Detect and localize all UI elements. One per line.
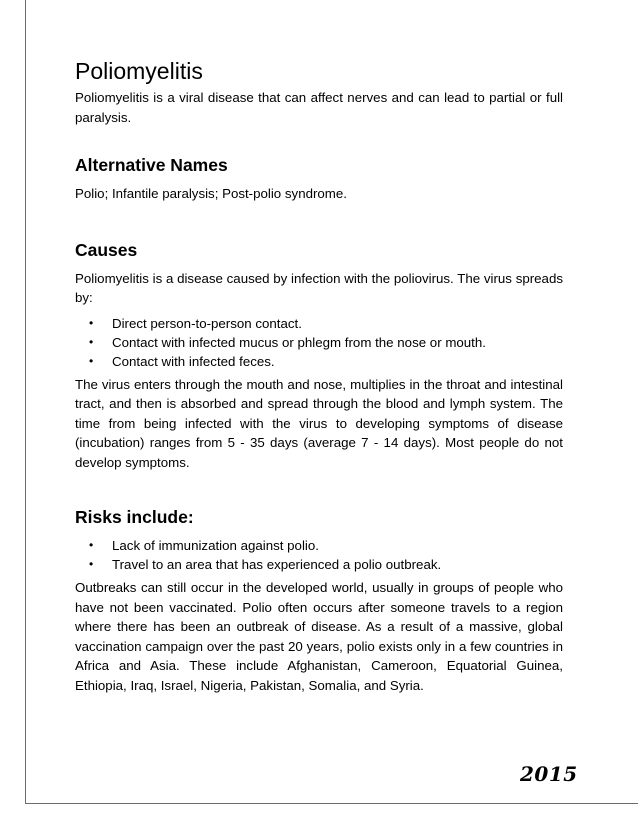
causes-heading: Causes [75, 239, 138, 260]
list-item: • Contact with infected feces. [75, 352, 563, 371]
footer-year: 2015 [520, 762, 578, 786]
alternative-names-heading: Alternative Names [75, 155, 228, 175]
list-item: • Contact with infected mucus or phlegm from the nose or mouth. [75, 333, 563, 352]
list-item: • Lack of immunization against polio. [75, 536, 563, 555]
document-body [75, 56, 563, 695]
causes-body: The virus enters through the mouth and nose, multiplies in the throat and intestinal tract, and then is absorbed and spread through the blood and lymph system. The time from being infected with the virus to developing symptoms of disease (incubation) ranges from 5 - 35 days (average 7 - 14 days). Most people do not develop symptoms. [75, 376, 563, 470]
alternative-names-text: Polio; Infantile paralysis; Post-polio syndrome. [75, 186, 347, 201]
causes-intro: Poliomyelitis is a disease caused by infection with the poliovirus. The virus spreads by: [75, 270, 563, 305]
risks-heading: Risks include: [75, 507, 194, 527]
risks-list [75, 536, 563, 574]
causes-list [75, 314, 563, 371]
intro-paragraph: Poliomyelitis is a viral disease that can affect nerves and can lead to partial or full paralysis. [75, 90, 563, 125]
list-item: • Travel to an area that has experienced a polio outbreak. [75, 555, 563, 574]
risks-body: Outbreaks can still occur in the developed world, usually in groups of people who have not been vaccinated. Polio often occurs after someone travels to a region where there has been an outbreak of disease. As a result of a massive, global vaccination campaign over the past 20 years, polio exists only in a few countries in Africa and Asia. These include Afghanistan, Cameroon, Equatorial Guinea, Ethiopia, Iraq, Israel, Nigeria, Pakistan, Somalia, and Syria. [75, 580, 563, 693]
page-title: Poliomyelitis [75, 58, 203, 84]
list-item: • Direct person-to-person contact. [75, 314, 563, 333]
